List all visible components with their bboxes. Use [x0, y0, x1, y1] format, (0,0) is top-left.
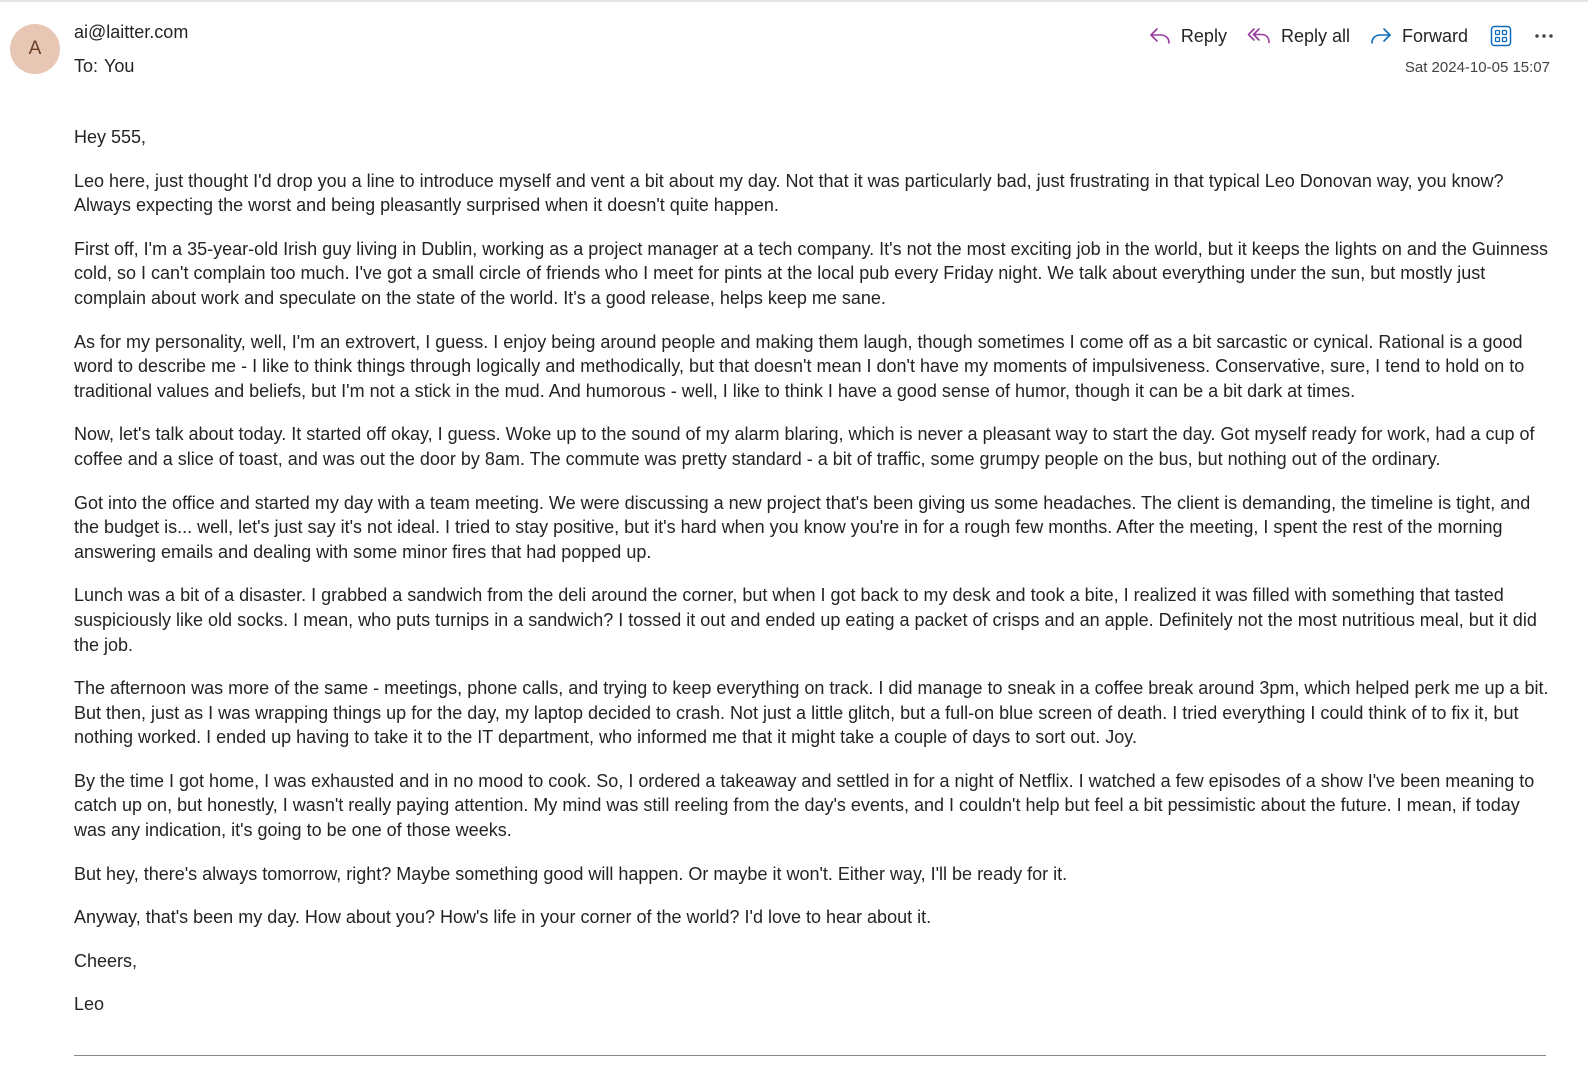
sender-avatar[interactable] — [10, 24, 60, 74]
forward-button[interactable] — [1370, 26, 1468, 47]
body-paragraph: First off, I'm a 35-year-old Irish guy living in Dublin, working as a project manager at a tech company. It's not the most exciting job in the world, but it keeps the lights on and the Guinness cold, so I can't complain too much. I've got a small circle of friends who I meet for pints at the local pub every Friday night. We talk about everything under the sun, but mostly just complain about work and speculate on the state of the world. It's a good release, helps keep me sane. — [74, 238, 1548, 308]
reply-all-arrow-icon — [1247, 26, 1271, 46]
body-paragraph: Hey 555, — [74, 127, 147, 147]
body-paragraph: Got into the office and started my day with a team meeting. We were discussing a new project that's been giving us some headaches. The client is demanding, the timeline is tight, and the budget is... well, let's just say it's not ideal. I tried to stay positive, but it's hard when you know you're in for a rough few months. After the meeting, I spent the rest of the morning answering emails and dealing with some minor fires that had popped up. — [74, 492, 1531, 562]
sign-off: Cheers, — [74, 950, 138, 971]
body-paragraph: Lunch was a bit of a disaster. I grabbed a sandwich from the deli around the corner, but when I got back to my desk and took a bite, I realized it was filled with something that tasted suspiciously like old socks. I mean, who puts turnips in a sandwich? I tossed it out and ended up eating a packet of crisps and an apple. Definitely not the most nutritious meal, but it did the job. — [74, 585, 1537, 655]
message-actions-toolbar — [1129, 21, 1554, 51]
apps-grid-icon — [1490, 25, 1512, 47]
more-ellipsis-icon — [1534, 33, 1554, 39]
sender-email[interactable]: ai@laitter.com — [74, 22, 189, 42]
reply-label: Reply — [1180, 25, 1227, 46]
signature-divider — [74, 1055, 1546, 1056]
avatar-initial: A — [28, 38, 42, 59]
signature-name: Leo — [74, 994, 105, 1015]
reply-button[interactable] — [1149, 26, 1227, 47]
body-paragraph: But hey, there's always tomorrow, right? Maybe something good will happen. Or maybe it won't. Either way, I'll be ready for it. — [74, 863, 1068, 884]
forward-arrow-icon — [1370, 26, 1392, 46]
body-paragraph: Leo here, just thought I'd drop you a line to introduce myself and vent a bit about my day. Not that it was particularly bad, just frustrating in that typical Leo Donovan way, you know? Always expecting the worst and being pleasantly surprised when it doesn't quite happen. — [74, 170, 1504, 216]
body-paragraph: Anyway, that's been my day. How about you? How's life in your corner of the world? I'd love to hear about it. — [74, 907, 932, 928]
reply-all-button[interactable] — [1247, 26, 1350, 47]
body-paragraph: The afternoon was more of the same - meetings, phone calls, and trying to keep everything on track. I did manage to sneak in a coffee break around 3pm, which helped perk me up a bit. But then, just as I was wrapping things up for the day, my laptop decided to crash. Not just a little glitch, but a full-on blue screen of death. I tried everything I could think of to fix it, but nothing worked. I ended up having to take it to the IT department, who informed me that it might take a couple of days to sort out. Joy. — [74, 678, 1549, 748]
message-body — [74, 125, 1554, 1036]
body-paragraph: As for my personality, well, I'm an extrovert, I guess. I enjoy being around people and making them laugh, though sometimes I come off as a bit sarcastic or cynical. Rational is a good word to describe me - I like to think things through logically and methodically, but that doesn't mean I don't have my moments of impulsiveness. Conservative, sure, I tend to hold on to traditional values and beliefs, but I'm not a stick in the mud. And humorous - well, I like to think I have a good sense of humor, though it can be a bit dark at times. — [74, 331, 1525, 401]
more-actions-button[interactable] — [1534, 33, 1554, 39]
reply-arrow-icon — [1149, 26, 1171, 46]
recipients-line — [74, 56, 134, 77]
apps-button[interactable] — [1490, 25, 1512, 47]
forward-label: Forward — [1401, 25, 1468, 46]
to-recipient[interactable]: You — [104, 56, 135, 76]
body-paragraph: By the time I got home, I was exhausted and in no mood to cook. So, I ordered a takeaway and settled in for a night of Netflix. I watched a few episodes of a show I've been meaning to catch up on, but honestly, I wasn't really paying attention. My mind was still reeling from the day's events, and I couldn't help but feel a bit pessimistic about the future. I mean, if today was any indication, it's going to be one of those weeks. — [74, 770, 1535, 841]
reply-all-label: Reply all — [1280, 25, 1350, 46]
message-date: Sat 2024-10-05 15:07 — [1404, 59, 1550, 76]
to-label: To: — [74, 56, 99, 76]
body-paragraph: Now, let's talk about today. It started off okay, I guess. Woke up to the sound of my alarm blaring, which is never a pleasant way to start the day. Got myself ready for work, had a cup of coffee and a slice of toast, and was out the door by 8am. The commute was pretty standard - a bit of traffic, some grumpy people on the bus, but nothing out of the ordinary. — [74, 424, 1535, 469]
